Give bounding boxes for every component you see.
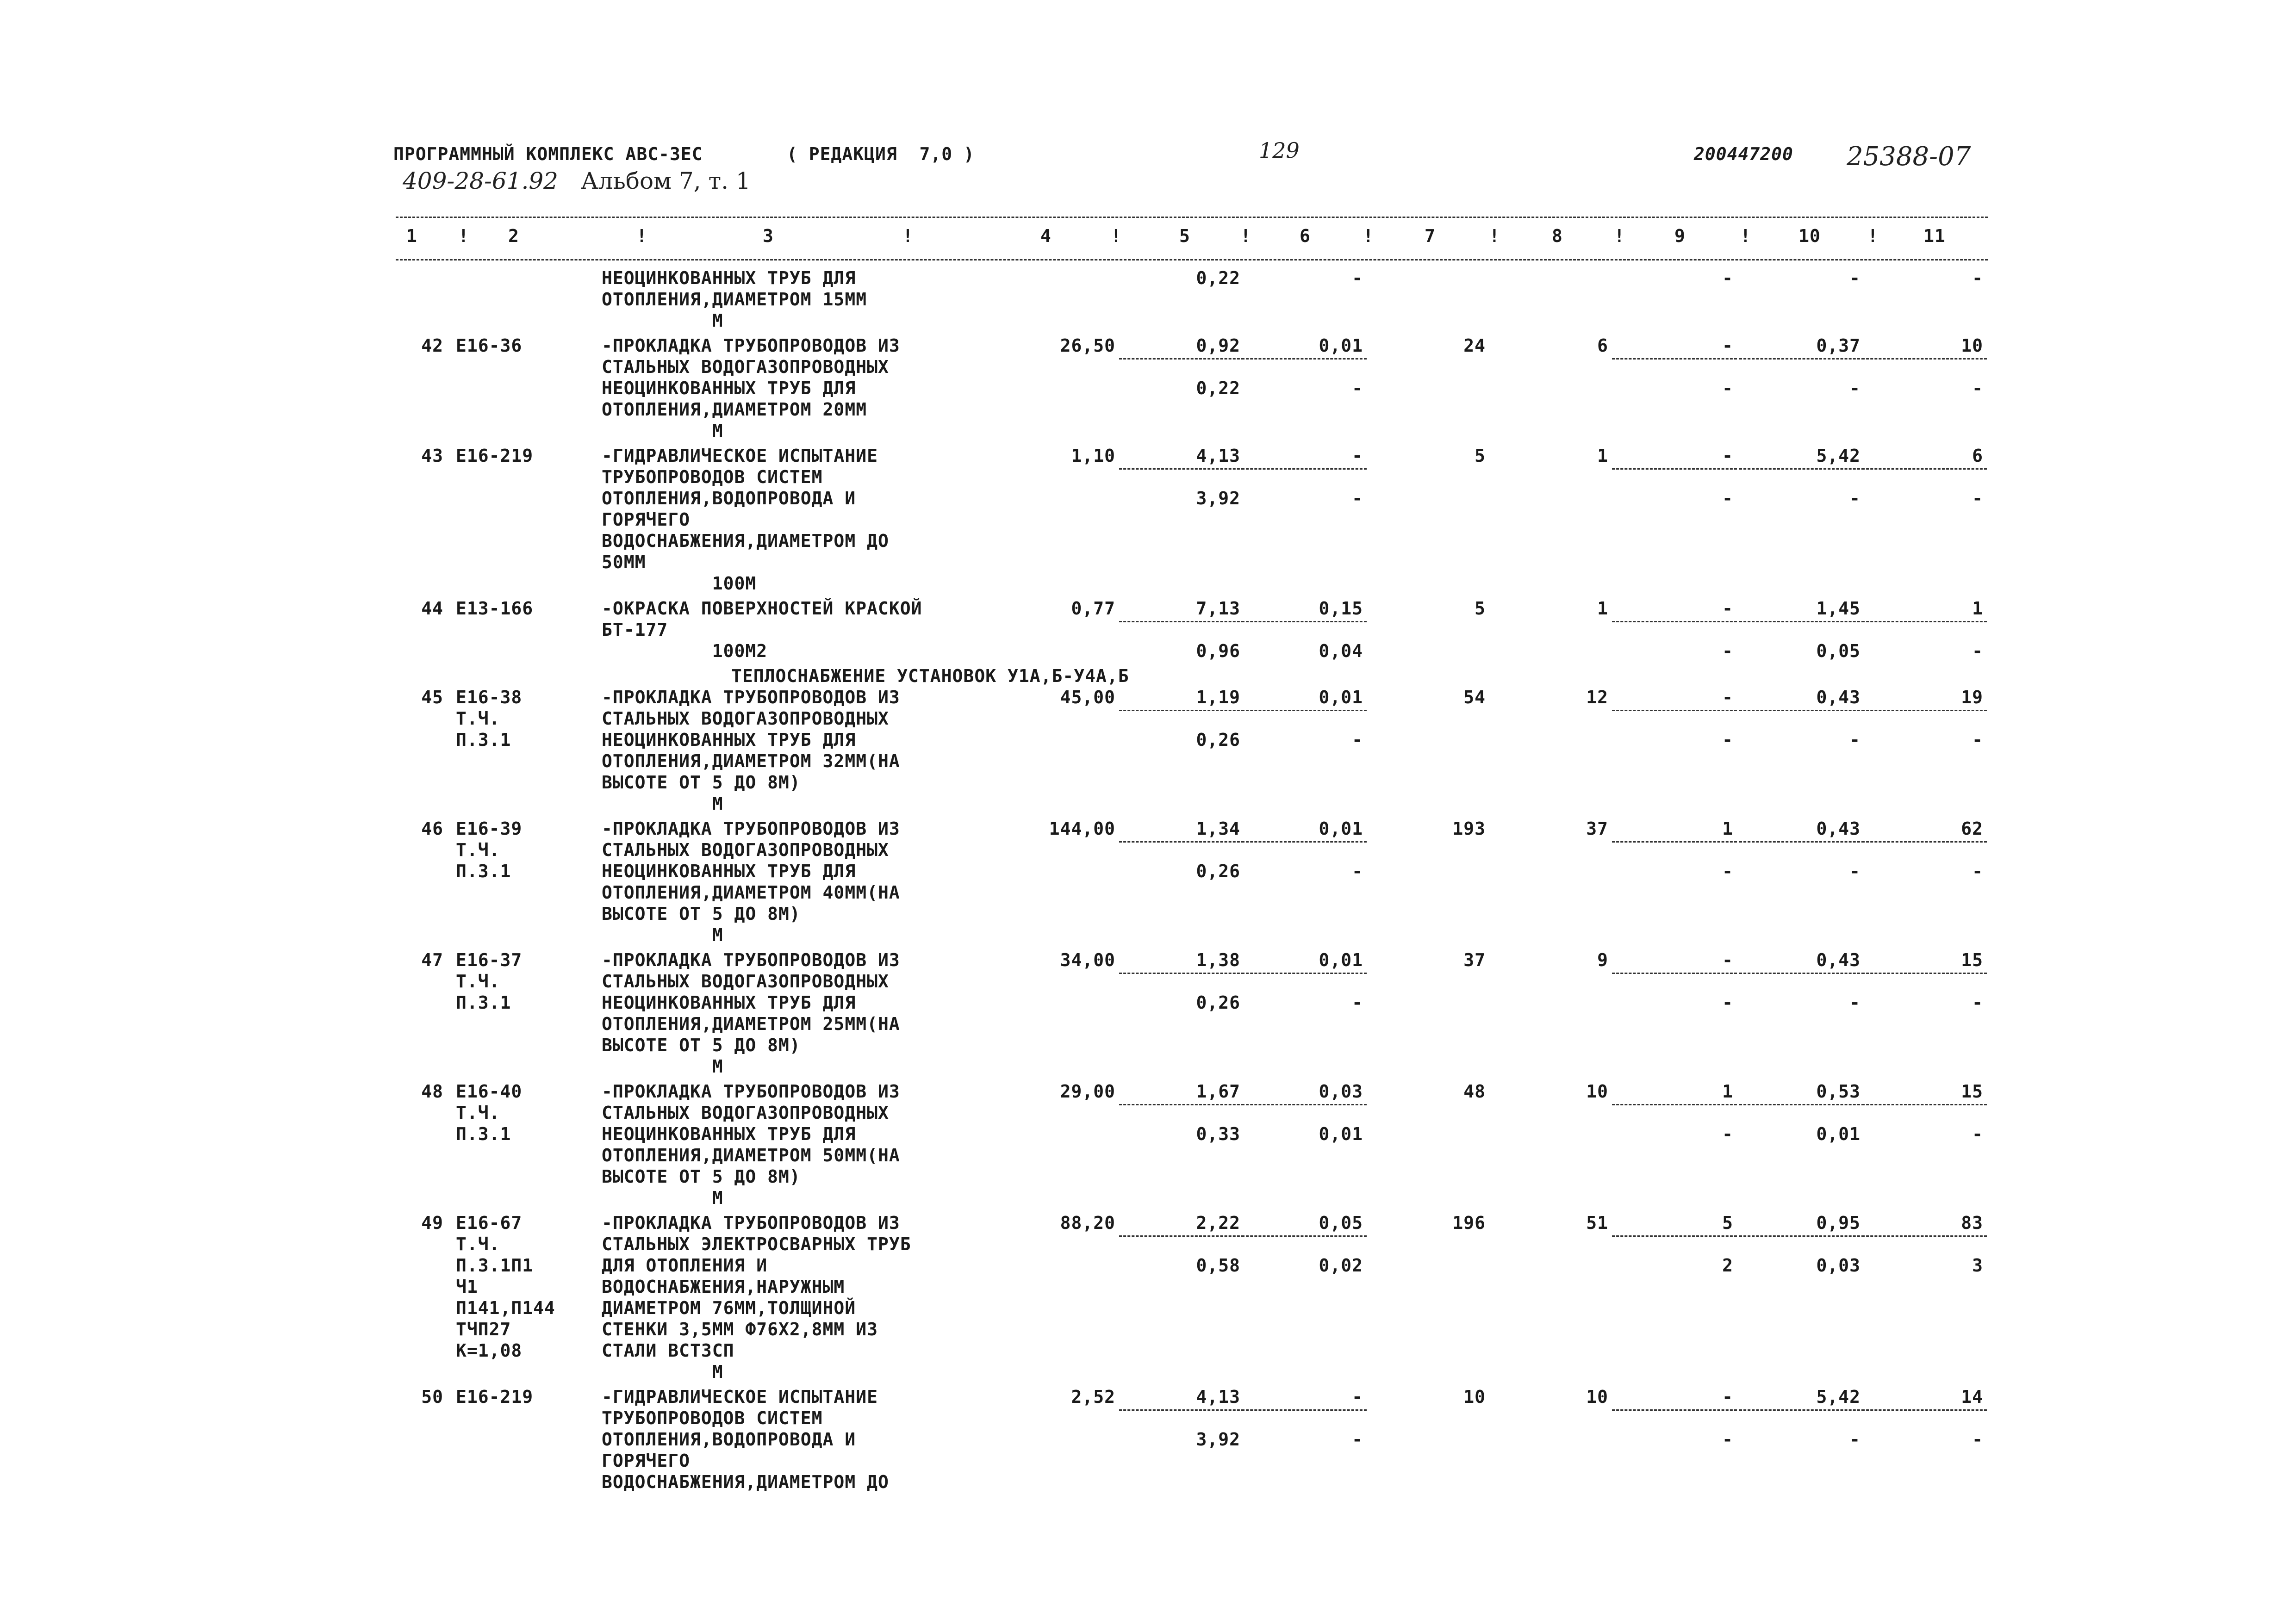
cell-c11-lower: -	[1972, 268, 1983, 288]
table-top-rule	[396, 217, 1988, 218]
cell-divider-line	[1739, 1409, 1864, 1411]
cell-divider-line	[1739, 973, 1864, 974]
description-line: ОТОПЛЕНИЯ,ДИАМЕТРОМ 50ММ(НА	[602, 1145, 900, 1166]
description-line: НЕОЦИНКОВАННЫХ ТРУБ ДЛЯ	[602, 992, 856, 1013]
description-line: М	[602, 1056, 723, 1077]
cell-c10-lower: -	[1849, 992, 1860, 1013]
column-header-11: 11	[1923, 226, 1946, 246]
description-line: СТЕНКИ 3,5ММ Ф76Х2,8ММ ИЗ	[602, 1319, 878, 1339]
description-line: ВОДОСНАБЖЕНИЯ,ДИАМЕТРОМ ДО	[602, 1472, 889, 1492]
cell-c11-upper: 14	[1961, 1387, 1983, 1407]
cell-c9-lower: -	[1722, 378, 1733, 398]
cell-c5-lower: 0,22	[1196, 268, 1240, 288]
description-line: 100М	[602, 573, 757, 594]
norm-code-line: Т.Ч.	[456, 1103, 500, 1123]
document-number: 25388-07	[1847, 142, 1971, 172]
norm-code-line: П.3.1	[456, 730, 511, 750]
column-header-10: 10	[1798, 226, 1821, 246]
norm-code-line: К=1,08	[456, 1340, 523, 1361]
cell-c5-upper: 4,13	[1196, 1387, 1240, 1407]
cell-c6-upper: -	[1352, 446, 1363, 466]
description-line: ВЫСОТЕ ОТ 5 ДО 8М)	[602, 1035, 801, 1055]
cell-c5-upper: 1,19	[1196, 687, 1240, 707]
edition-label: ( РЕДАКЦИЯ 7,0 )	[787, 144, 975, 164]
description-line: НЕОЦИНКОВАННЫХ ТРУБ ДЛЯ	[602, 378, 856, 398]
row-number: 43	[421, 446, 443, 466]
cell-c11-lower: -	[1972, 992, 1983, 1013]
cell-divider-line	[1739, 468, 1864, 470]
norm-code-line: Ч1	[456, 1277, 478, 1297]
cell-divider-line	[1739, 621, 1864, 622]
cell-divider-line	[1612, 468, 1737, 470]
cell-c4: 2,52	[1071, 1387, 1115, 1407]
description-line: ОТОПЛЕНИЯ,ДИАМЕТРОМ 40ММ(НА	[602, 882, 900, 903]
cell-c7: 48	[1463, 1081, 1486, 1102]
cell-c5-upper: 2,22	[1196, 1213, 1240, 1233]
cell-divider-line	[1739, 1104, 1864, 1105]
column-separator: !	[1240, 226, 1251, 246]
cell-c10-lower: -	[1849, 861, 1860, 881]
cell-c10-lower: -	[1849, 730, 1860, 750]
cell-c9-lower: -	[1722, 1124, 1733, 1144]
description-line: ВЫСОТЕ ОТ 5 ДО 8М)	[602, 772, 801, 793]
cell-divider-line	[1119, 1235, 1244, 1237]
cell-c7: 5	[1475, 598, 1486, 619]
cell-divider-line	[1242, 621, 1367, 622]
column-separator: !	[458, 226, 469, 246]
cell-c10-lower: -	[1849, 488, 1860, 508]
column-separator: !	[1363, 226, 1374, 246]
cell-c5-upper: 1,38	[1196, 950, 1240, 970]
cell-divider-line	[1739, 710, 1864, 711]
cell-c11-lower: -	[1972, 861, 1983, 881]
norm-code-line: П.3.1	[456, 1124, 511, 1144]
description-line: ОТОПЛЕНИЯ,ДИАМЕТРОМ 25ММ(НА	[602, 1014, 900, 1034]
description-line: СТАЛЬНЫХ ВОДОГАЗОПРОВОДНЫХ	[602, 1103, 889, 1123]
norm-code-line: Т.Ч.	[456, 840, 500, 860]
cell-c6-lower: -	[1352, 1429, 1363, 1450]
description-line: -ПРОКЛАДКА ТРУБОПРОВОДОВ ИЗ	[602, 687, 900, 707]
cell-divider-line	[1862, 1104, 1987, 1105]
cell-c5-lower: 0,58	[1196, 1255, 1240, 1276]
column-separator: !	[636, 226, 647, 246]
row-number: 44	[421, 598, 443, 619]
description-line: -ПРОКЛАДКА ТРУБОПРОВОДОВ ИЗ	[602, 1213, 900, 1233]
cell-c5-lower: 0,22	[1196, 378, 1240, 398]
cell-divider-line	[1612, 621, 1737, 622]
cell-c8: 6	[1597, 335, 1608, 356]
cell-divider-line	[1119, 1409, 1244, 1411]
cell-divider-line	[1612, 358, 1737, 360]
description-line: ОТОПЛЕНИЯ,ДИАМЕТРОМ 15ММ	[602, 289, 867, 310]
cell-divider-line	[1119, 710, 1244, 711]
cell-c10-lower: 0,01	[1816, 1124, 1860, 1144]
cell-c5-lower: 0,96	[1196, 641, 1240, 661]
cell-c6-lower: 0,02	[1319, 1255, 1363, 1276]
cell-divider-line	[1612, 1409, 1737, 1411]
cell-c5-upper: 1,67	[1196, 1081, 1240, 1102]
cell-c11-lower: -	[1972, 378, 1983, 398]
column-header-9: 9	[1674, 226, 1686, 246]
cell-c8: 9	[1597, 950, 1608, 970]
cell-divider-line	[1119, 973, 1244, 974]
cell-c5-lower: 0,33	[1196, 1124, 1240, 1144]
cell-c5-lower: 0,26	[1196, 861, 1240, 881]
cell-c11-upper: 6	[1972, 446, 1983, 466]
cell-c11-upper: 15	[1961, 1081, 1983, 1102]
description-line: ДИАМЕТРОМ 76ММ,ТОЛЩИНОЙ	[602, 1298, 856, 1318]
cell-c6-upper: 0,03	[1319, 1081, 1363, 1102]
cell-c8: 51	[1586, 1213, 1608, 1233]
table-header-rule	[396, 259, 1988, 260]
cell-c4: 1,10	[1071, 446, 1115, 466]
cell-divider-line	[1862, 1409, 1987, 1411]
description-line: ГОРЯЧЕГО	[602, 1451, 691, 1471]
description-line: ГОРЯЧЕГО	[602, 509, 691, 530]
cell-c9-lower: -	[1722, 488, 1733, 508]
norm-code-line: Е16-39	[456, 818, 523, 839]
cell-c5-lower: 0,26	[1196, 730, 1240, 750]
column-separator: !	[1740, 226, 1751, 246]
cell-c6-upper: 0,01	[1319, 687, 1363, 707]
cell-c6-upper: -	[1352, 1387, 1363, 1407]
cell-divider-line	[1612, 1235, 1737, 1237]
cell-c6-lower: -	[1352, 861, 1363, 881]
norm-code-line: Е16-67	[456, 1213, 523, 1233]
cell-c10-lower: -	[1849, 268, 1860, 288]
column-header-7: 7	[1425, 226, 1436, 246]
cell-c11-upper: 1	[1972, 598, 1983, 619]
cell-c6-lower: 0,04	[1319, 641, 1363, 661]
cell-c10-upper: 0,37	[1816, 335, 1860, 356]
description-line: -ПРОКЛАДКА ТРУБОПРОВОДОВ ИЗ	[602, 335, 900, 356]
cell-c6-upper: 0,15	[1319, 598, 1363, 619]
cell-c11-upper: 19	[1961, 687, 1983, 707]
row-number: 49	[421, 1213, 443, 1233]
cell-divider-line	[1739, 1235, 1864, 1237]
description-line: БТ-177	[602, 620, 668, 640]
cell-c9-lower: -	[1722, 861, 1733, 881]
cell-c9-lower: -	[1722, 992, 1733, 1013]
row-number: 48	[421, 1081, 443, 1102]
cell-c9-upper: -	[1722, 687, 1733, 707]
column-header-8: 8	[1552, 226, 1563, 246]
description-line: -ПРОКЛАДКА ТРУБОПРОВОДОВ ИЗ	[602, 1081, 900, 1102]
norm-code-line: Е16-38	[456, 687, 523, 707]
description-line: ВОДОСНАБЖЕНИЯ,ДИАМЕТРОМ ДО	[602, 531, 889, 551]
cell-divider-line	[1862, 358, 1987, 360]
album-reference: 409-28-61.92	[403, 167, 558, 194]
cell-divider-line	[1242, 973, 1367, 974]
cell-c5-upper: 1,34	[1196, 818, 1240, 839]
description-line: 100М2	[602, 641, 768, 661]
description-line: М	[602, 925, 723, 945]
cell-divider-line	[1862, 1235, 1987, 1237]
norm-code-line: П.3.1	[456, 861, 511, 881]
description-line: ДЛЯ ОТОПЛЕНИЯ И	[602, 1255, 768, 1276]
section-heading: ТЕПЛОСНАБЖЕНИЕ УСТАНОВОК У1А,Б-У4А,Б	[731, 666, 1129, 686]
cell-c8: 10	[1586, 1081, 1608, 1102]
cell-divider-line	[1242, 358, 1367, 360]
norm-code-line: Е16-36	[456, 335, 523, 356]
description-line: М	[602, 310, 723, 331]
cell-c5-upper: 0,92	[1196, 335, 1240, 356]
description-line: -ГИДРАВЛИЧЕСКОЕ ИСПЫТАНИЕ	[602, 1387, 878, 1407]
description-line: НЕОЦИНКОВАННЫХ ТРУБ ДЛЯ	[602, 730, 856, 750]
cell-divider-line	[1242, 710, 1367, 711]
cell-c4: 29,00	[1060, 1081, 1115, 1102]
cell-c10-lower: 0,05	[1816, 641, 1860, 661]
description-line: СТАЛЬНЫХ ВОДОГАЗОПРОВОДНЫХ	[602, 840, 889, 860]
description-line: СТАЛЬНЫХ ЭЛЕКТРОСВАРНЫХ ТРУБ	[602, 1234, 911, 1254]
norm-code-line: Т.Ч.	[456, 971, 500, 992]
column-header-2: 2	[508, 226, 519, 246]
cell-divider-line	[1119, 468, 1244, 470]
cell-c10-upper: 5,42	[1816, 1387, 1860, 1407]
cell-divider-line	[1612, 841, 1737, 843]
cell-c11-upper: 10	[1961, 335, 1983, 356]
description-line: М	[602, 794, 723, 814]
description-line: ОТОПЛЕНИЯ,ВОДОПРОВОДА И	[602, 1429, 856, 1450]
cell-c9-upper: 5	[1722, 1213, 1733, 1233]
cell-c7: 196	[1452, 1213, 1486, 1233]
norm-code-line: П141,П144	[456, 1298, 555, 1318]
cell-divider-line	[1739, 841, 1864, 843]
column-separator: !	[1867, 226, 1879, 246]
cell-c11-upper: 83	[1961, 1213, 1983, 1233]
description-line: ТРУБОПРОВОДОВ СИСТЕМ	[602, 1408, 823, 1428]
cell-c6-lower: -	[1352, 378, 1363, 398]
cell-c7: 37	[1463, 950, 1486, 970]
cell-c7: 10	[1463, 1387, 1486, 1407]
cell-c4: 144,00	[1049, 818, 1115, 839]
cell-c6-lower: -	[1352, 992, 1363, 1013]
album-label: Альбом 7, т. 1	[581, 167, 751, 194]
norm-code-line: Е13-166	[456, 598, 534, 619]
page-number: 129	[1259, 138, 1300, 163]
description-line: СТАЛЬНЫХ ВОДОГАЗОПРОВОДНЫХ	[602, 708, 889, 729]
description-line: ОТОПЛЕНИЯ,ДИАМЕТРОМ 32ММ(НА	[602, 751, 900, 771]
cell-divider-line	[1862, 710, 1987, 711]
norm-code-line: Т.Ч.	[456, 708, 500, 729]
cell-c9-upper: -	[1722, 950, 1733, 970]
description-line: 50ММ	[602, 552, 646, 572]
description-line: НЕОЦИНКОВАННЫХ ТРУБ ДЛЯ	[602, 1124, 856, 1144]
cell-c10-upper: 0,53	[1816, 1081, 1860, 1102]
cell-c8: 1	[1597, 598, 1608, 619]
cell-c9-upper: 1	[1722, 818, 1733, 839]
cell-c9-upper: -	[1722, 598, 1733, 619]
description-line: -ОКРАСКА ПОВЕРХНОСТЕЙ КРАСКОЙ	[602, 598, 922, 619]
norm-code-line: Т.Ч.	[456, 1234, 500, 1254]
cell-c9-upper: -	[1722, 1387, 1733, 1407]
row-number: 46	[421, 818, 443, 839]
cell-divider-line	[1862, 973, 1987, 974]
description-line: СТАЛЬНЫХ ВОДОГАЗОПРОВОДНЫХ	[602, 971, 889, 992]
cell-c5-upper: 7,13	[1196, 598, 1240, 619]
norm-code-line: Е16-219	[456, 446, 534, 466]
description-line: М	[602, 421, 723, 441]
cell-c9-lower: -	[1722, 730, 1733, 750]
cell-c8: 1	[1597, 446, 1608, 466]
norm-code-line: Е16-37	[456, 950, 523, 970]
cell-c4: 88,20	[1060, 1213, 1115, 1233]
row-number: 50	[421, 1387, 443, 1407]
cell-divider-line	[1242, 1409, 1367, 1411]
cell-c4: 26,50	[1060, 335, 1115, 356]
cell-c9-lower: -	[1722, 1429, 1733, 1450]
description-line: -ГИДРАВЛИЧЕСКОЕ ИСПЫТАНИЕ	[602, 446, 878, 466]
column-header-6: 6	[1300, 226, 1311, 246]
cell-divider-line	[1119, 358, 1244, 360]
cell-c6-lower: -	[1352, 268, 1363, 288]
cell-divider-line	[1739, 358, 1864, 360]
norm-code-line: П.3.1	[456, 992, 511, 1013]
description-line: ОТОПЛЕНИЯ,ДИАМЕТРОМ 20ММ	[602, 399, 867, 420]
cell-c9-upper: 1	[1722, 1081, 1733, 1102]
description-line: ВЫСОТЕ ОТ 5 ДО 8М)	[602, 904, 801, 924]
column-separator: !	[1489, 226, 1500, 246]
document-code: 200447200	[1694, 144, 1793, 164]
description-line: -ПРОКЛАДКА ТРУБОПРОВОДОВ ИЗ	[602, 818, 900, 839]
description-line: М	[602, 1188, 723, 1208]
cell-c9-upper: -	[1722, 446, 1733, 466]
cell-divider-line	[1119, 621, 1244, 622]
cell-c8: 12	[1586, 687, 1608, 707]
description-line: СТАЛИ ВСТ3СП	[602, 1340, 734, 1361]
cell-c6-upper: 0,01	[1319, 950, 1363, 970]
cell-c10-lower: -	[1849, 1429, 1860, 1450]
description-line: НЕОЦИНКОВАННЫХ ТРУБ ДЛЯ	[602, 268, 856, 288]
cell-c4: 0,77	[1071, 598, 1115, 619]
cell-c10-lower: 0,03	[1816, 1255, 1860, 1276]
cell-divider-line	[1119, 841, 1244, 843]
cell-c10-upper: 5,42	[1816, 446, 1860, 466]
cell-c6-lower: 0,01	[1319, 1124, 1363, 1144]
cell-divider-line	[1242, 1235, 1367, 1237]
cell-c6-lower: -	[1352, 730, 1363, 750]
cell-c11-lower: -	[1972, 641, 1983, 661]
column-header-5: 5	[1179, 226, 1190, 246]
cell-c6-lower: -	[1352, 488, 1363, 508]
description-line: М	[602, 1362, 723, 1382]
cell-divider-line	[1119, 1104, 1244, 1105]
cell-c10-upper: 0,43	[1816, 950, 1860, 970]
cell-c8: 37	[1586, 818, 1608, 839]
row-number: 42	[421, 335, 443, 356]
cell-c7: 193	[1452, 818, 1486, 839]
cell-c5-lower: 3,92	[1196, 1429, 1240, 1450]
cell-c5-lower: 3,92	[1196, 488, 1240, 508]
cell-divider-line	[1242, 1104, 1367, 1105]
cell-c11-lower: -	[1972, 1124, 1983, 1144]
cell-divider-line	[1612, 1104, 1737, 1105]
cell-divider-line	[1862, 621, 1987, 622]
column-separator: !	[1111, 226, 1122, 246]
cell-divider-line	[1612, 973, 1737, 974]
cell-divider-line	[1242, 468, 1367, 470]
norm-code-line: Е16-40	[456, 1081, 523, 1102]
cell-c5-lower: 0,26	[1196, 992, 1240, 1013]
cell-c9-lower: -	[1722, 268, 1733, 288]
cell-c8: 10	[1586, 1387, 1608, 1407]
cell-divider-line	[1862, 468, 1987, 470]
cell-c10-upper: 0,43	[1816, 687, 1860, 707]
cell-c9-lower: 2	[1722, 1255, 1733, 1276]
cell-divider-line	[1612, 710, 1737, 711]
cell-c9-lower: -	[1722, 641, 1733, 661]
description-line: СТАЛЬНЫХ ВОДОГАЗОПРОВОДНЫХ	[602, 357, 889, 377]
row-number: 45	[421, 687, 443, 707]
norm-code-line: П.3.1П1	[456, 1255, 534, 1276]
description-line: НЕОЦИНКОВАННЫХ ТРУБ ДЛЯ	[602, 861, 856, 881]
cell-c7: 24	[1463, 335, 1486, 356]
cell-c10-upper: 0,95	[1816, 1213, 1860, 1233]
cell-c11-lower: -	[1972, 730, 1983, 750]
cell-divider-line	[1242, 841, 1367, 843]
column-header-3: 3	[763, 226, 774, 246]
cell-c4: 34,00	[1060, 950, 1115, 970]
cell-divider-line	[1862, 841, 1987, 843]
cell-c10-lower: -	[1849, 378, 1860, 398]
cell-c10-upper: 1,45	[1816, 598, 1860, 619]
column-separator: !	[902, 226, 914, 246]
cell-c10-upper: 0,43	[1816, 818, 1860, 839]
column-header-1: 1	[406, 226, 417, 246]
cell-c9-upper: -	[1722, 335, 1733, 356]
cell-c6-upper: 0,01	[1319, 335, 1363, 356]
column-header-4: 4	[1040, 226, 1052, 246]
cell-c11-upper: 15	[1961, 950, 1983, 970]
description-line: -ПРОКЛАДКА ТРУБОПРОВОДОВ ИЗ	[602, 950, 900, 970]
cell-c11-lower: 3	[1972, 1255, 1983, 1276]
description-line: ВОДОСНАБЖЕНИЯ,НАРУЖНЫМ	[602, 1277, 845, 1297]
cell-c7: 5	[1475, 446, 1486, 466]
program-title: ПРОГРАММНЫЙ КОМПЛЕКС АВС-ЗЕС	[393, 144, 703, 164]
cell-c6-upper: 0,01	[1319, 818, 1363, 839]
norm-code-line: ТЧП27	[456, 1319, 511, 1339]
cell-c5-upper: 4,13	[1196, 446, 1240, 466]
column-separator: !	[1614, 226, 1625, 246]
cell-c7: 54	[1463, 687, 1486, 707]
cell-c6-upper: 0,05	[1319, 1213, 1363, 1233]
cell-c4: 45,00	[1060, 687, 1115, 707]
cell-c11-upper: 62	[1961, 818, 1983, 839]
description-line: ТРУБОПРОВОДОВ СИСТЕМ	[602, 467, 823, 487]
description-line: ОТОПЛЕНИЯ,ВОДОПРОВОДА И	[602, 488, 856, 508]
cell-c11-lower: -	[1972, 488, 1983, 508]
norm-code-line: Е16-219	[456, 1387, 534, 1407]
description-line: ВЫСОТЕ ОТ 5 ДО 8М)	[602, 1166, 801, 1187]
row-number: 47	[421, 950, 443, 970]
cell-c11-lower: -	[1972, 1429, 1983, 1450]
